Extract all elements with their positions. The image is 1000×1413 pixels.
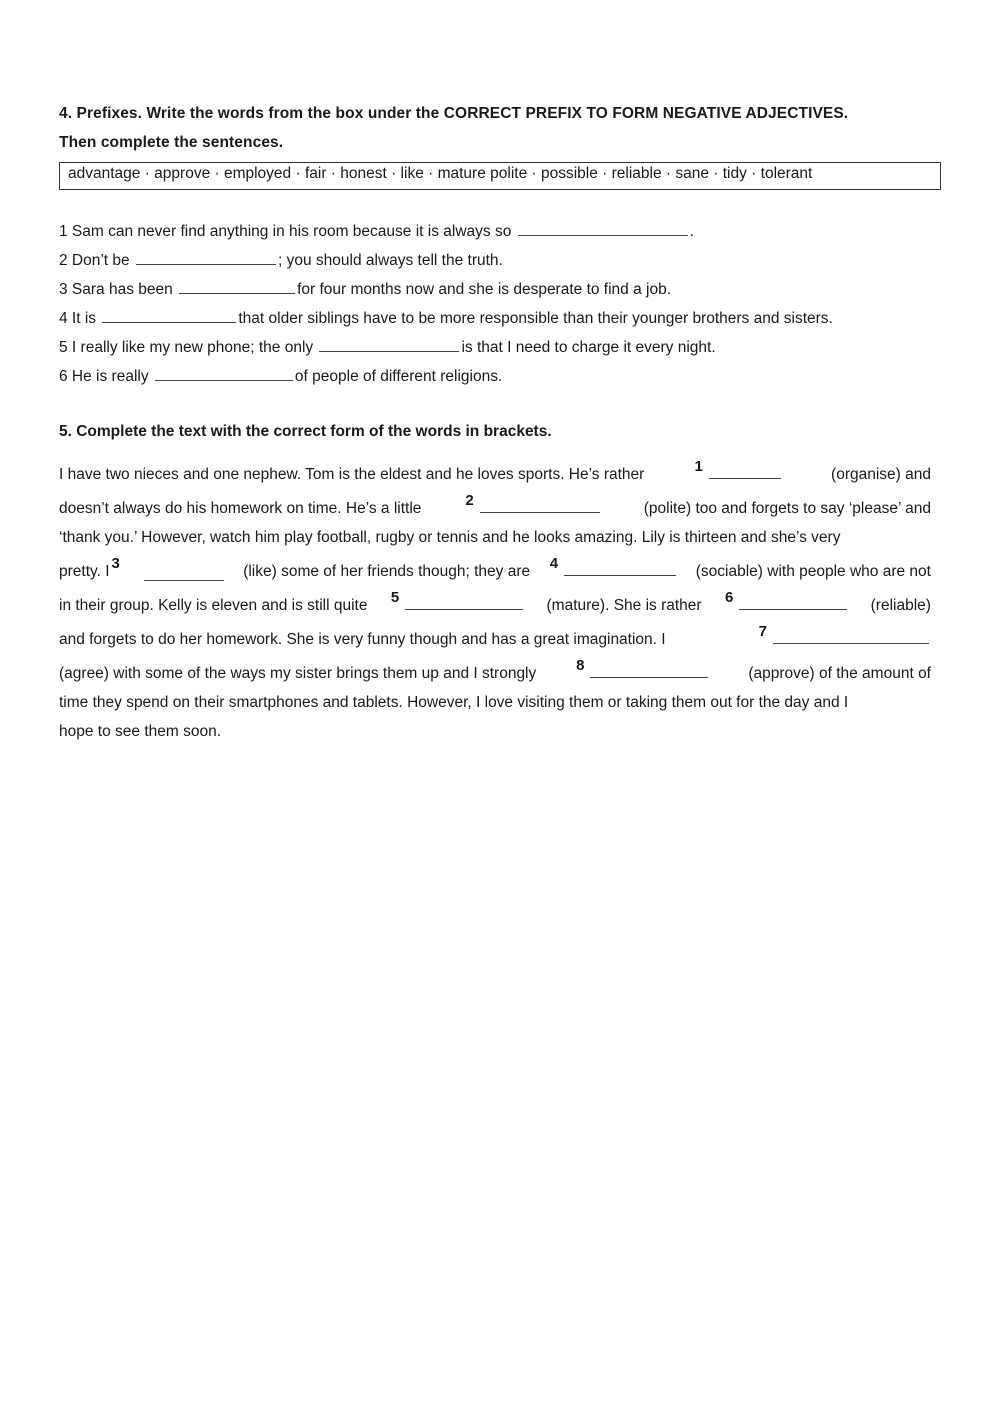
paragraph-text: time they spend on their smartphones and tablets. However, I love visiting them or taking them out for the day and I [59,694,849,711]
paragraph-line-9 [59,712,931,741]
sentence-2 [59,246,941,275]
answer-blank-4[interactable] [564,561,676,576]
sentence-text: is that I need to charge it every night. [461,339,716,356]
sentence-text: for four months now and she is desperate to find a job. [297,281,672,298]
paragraph-text: I have two nieces and one nephew. Tom is the eldest and he loves sports. He’s rather [59,466,645,483]
paragraph-text: (reliable) [870,597,931,614]
paragraph-text: (mature). She is rather [546,597,702,614]
sentence-1 [59,217,941,246]
answer-blank-1[interactable] [709,464,781,479]
answer-blank-6[interactable] [739,595,847,610]
exercise-5 [59,417,931,741]
answer-blank-3[interactable] [179,279,295,294]
answer-blank-4[interactable] [102,308,236,323]
gap-number-7: 7 [758,623,767,640]
sentence-5 [59,333,941,362]
gap-number-6: 6 [724,589,734,606]
paragraph-text: pretty. I [59,563,110,580]
sentence-text: . [689,223,694,240]
gap-group-8 [574,657,710,683]
exercise-4-heading: 4. Prefixes. Write the words from the box under the CORRECT PREFIX TO FORM NEGATIVE ADJECTIVES. [59,105,849,122]
gap-group-6 [723,589,849,615]
paragraph-line-4 [59,547,931,581]
sentence-list [59,217,941,391]
answer-blank-1[interactable] [518,221,688,236]
paragraph-text: and forgets to do her homework. She is very funny though and has a great imagination. I [59,631,666,648]
gap-number-8: 8 [576,657,585,674]
answer-blank-5[interactable] [405,595,523,610]
gap-number-5: 5 [390,589,400,606]
paragraph-line-8 [59,683,931,712]
gap-fill-paragraph [59,450,931,741]
sentence-text: ; you should always tell the truth. [277,252,503,269]
sentence-4 [59,304,941,333]
sentence-text: 5 I really like my new phone; the only [59,339,314,356]
gap-number-4: 4 [549,555,559,572]
paragraph-line-3 [59,518,931,547]
paragraph-line-2 [59,484,931,518]
paragraph-text: in their group. Kelly is eleven and is still quite [59,597,368,614]
paragraph-line-1 [59,450,931,484]
gap-group-4 [548,555,678,581]
paragraph-segment [59,555,124,581]
sentence-text: of people of different religions. [294,368,503,385]
sentence-text: 2 Don’t be [59,252,130,269]
paragraph-text: doesn’t always do his homework on time. He’s a little [59,500,422,517]
sentence-6 [59,362,941,391]
exercise-5-heading: 5. Complete the text with the correct form of the words in brackets. [59,423,552,440]
sentence-text: 1 Sam can never find anything in his room because it is always so [59,223,512,240]
answer-blank-5[interactable] [319,337,459,352]
paragraph-line-6 [59,615,931,649]
sentence-text: 3 Sara has been [59,281,173,298]
paragraph-text: (organise) and [831,466,931,483]
paragraph-text: ‘thank you.’ However, watch him play football, rugby or tennis and he looks amazing. Lily is thirteen and she’s very [59,529,841,546]
answer-blank-3[interactable] [144,566,224,581]
sentence-text: 6 He is really [59,368,149,385]
paragraph-text: (polite) too and forgets to say ‘please’ and [643,500,931,517]
paragraph-text: (approve) of the amount of [748,665,931,682]
answer-blank-2[interactable] [480,498,600,513]
gap-group-5 [389,589,525,615]
gap-group-1 [693,458,783,484]
exercise-4-subheading: Then complete the sentences. [59,134,284,151]
gap-number-3: 3 [111,555,120,572]
paragraph-text: (like) some of her friends though; they are [243,563,531,580]
paragraph-line-7 [59,649,931,683]
answer-blank-2[interactable] [136,250,276,265]
paragraph-text: (agree) with some of the ways my sister brings them up and I strongly [59,665,537,682]
paragraph-text: (sociable) with people who are not [695,563,931,580]
gap-number-2: 2 [465,492,474,509]
paragraph-line-5 [59,581,931,615]
exercise-4 [59,99,941,391]
sentence-3 [59,275,941,304]
gap-number-1: 1 [694,458,703,475]
word-box: advantage · approve · employed · fair · honest · like · mature polite · possible · reliable · sane · tidy · tolerant [59,162,941,190]
answer-blank-6[interactable] [155,366,293,381]
answer-blank-8[interactable] [590,663,708,678]
answer-blank-7[interactable] [773,629,929,644]
gap-group-2 [463,492,601,518]
sentence-text: 4 It is [59,310,97,327]
gap-group-7 [757,623,931,649]
paragraph-text: hope to see them soon. [59,723,222,740]
sentence-text: that older siblings have to be more responsible than their younger brothers and sisters. [238,310,833,327]
